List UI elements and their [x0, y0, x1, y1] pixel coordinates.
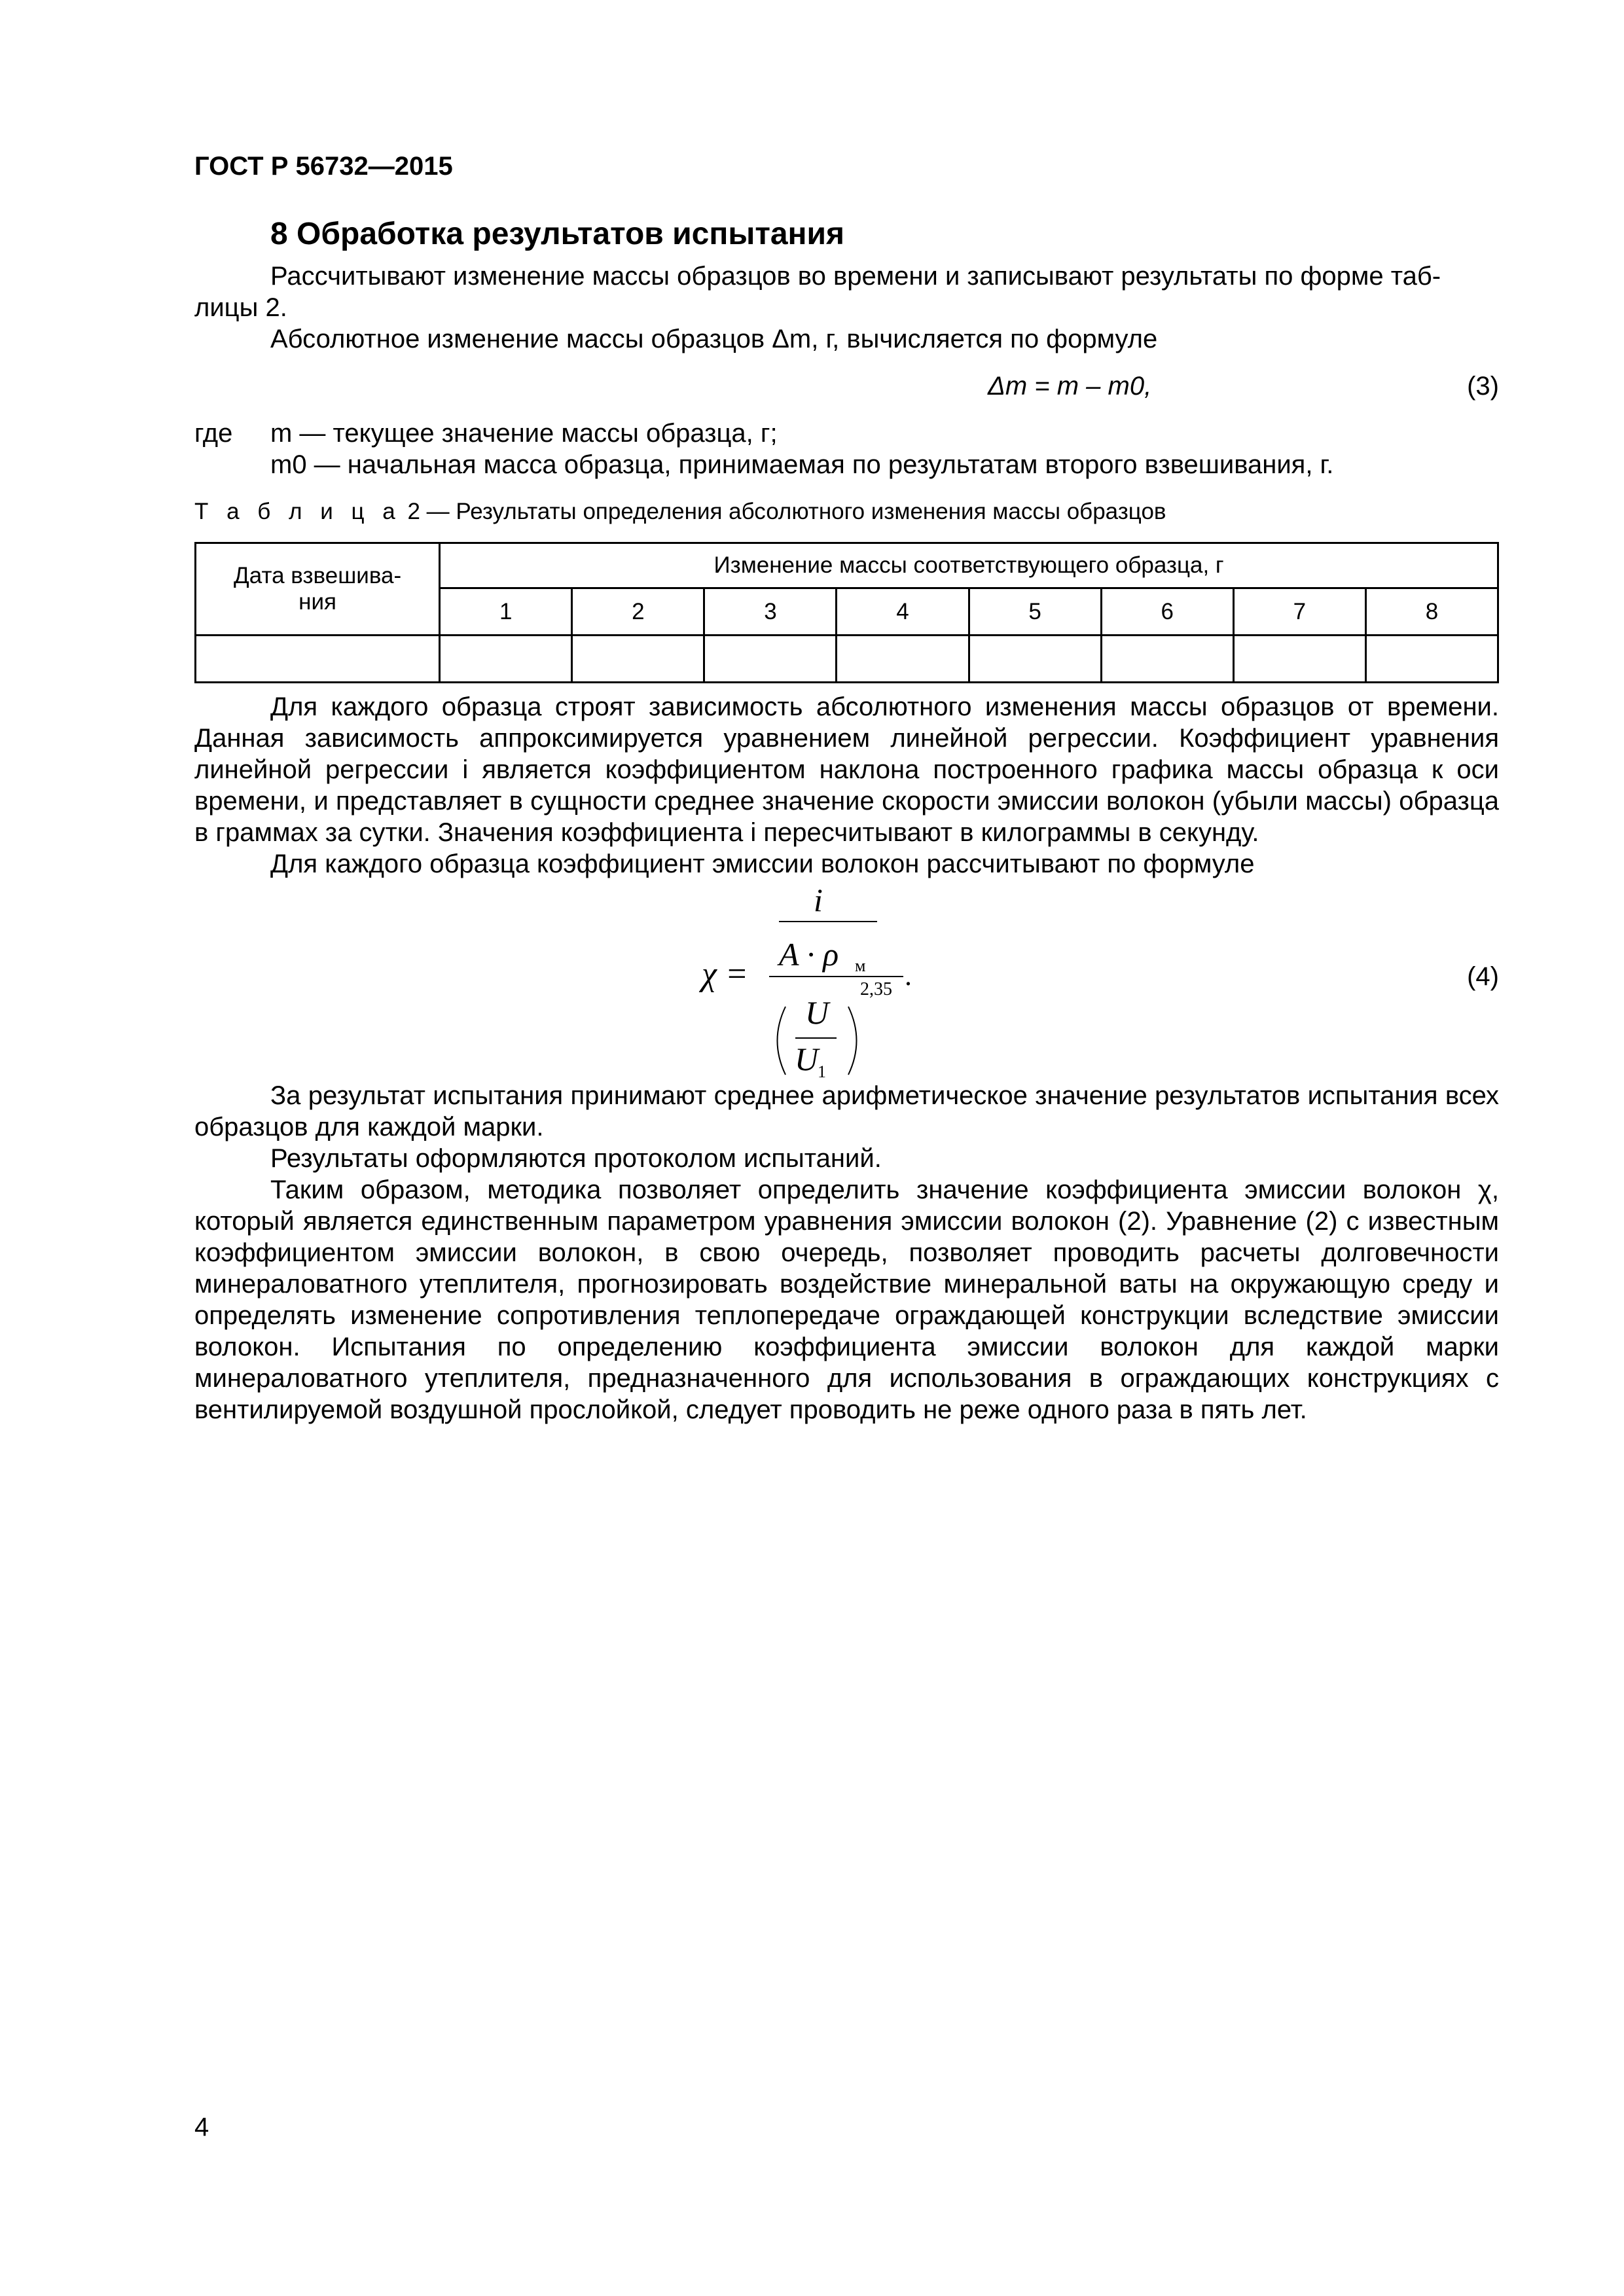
where-label: где: [194, 419, 233, 448]
formula-4-u: U: [805, 994, 829, 1031]
table-header-sample-8: 8: [1365, 588, 1498, 636]
formula-4-exponent: 2,35: [860, 979, 892, 999]
table-cell-sample-6: [1101, 636, 1233, 683]
table-cell-sample-7: [1233, 636, 1365, 683]
table-header-sample-6: 6: [1101, 588, 1233, 636]
table-header-sample-5: 5: [969, 588, 1101, 636]
formula-4-i: i: [814, 884, 823, 918]
formula-4: [687, 884, 949, 1080]
table-header-sample-4: 4: [837, 588, 969, 636]
formula-4-left-paren: [778, 1007, 786, 1075]
paragraph-regression: Для каждого образца строят зависимость абсолютного изменения массы образцов от времени. Данная зависимость аппроксимируется уравнением линейной регрессии. Коэффициент уравнения линейной регрессии i является коэффициентом наклона построенного графика массы образца к оси времени, и представляет в сущности среднее значение скорости эмиссии волокон (убыли массы) образца в граммах за сутки. Значения коэффициента i пересчитывают в килограммы в секунду.: [194, 692, 1499, 847]
table-cell-sample-5: [969, 636, 1101, 683]
formula-4-u1: U: [795, 1041, 819, 1077]
paragraph-formula4-intro: Для каждого образца коэффициент эмиссии волокон рассчитывают по формуле: [270, 850, 1255, 878]
table-caption-text: 2 — Результаты определения абсолютного изменения массы образцов: [407, 499, 1166, 524]
paragraph-intro-line1: Рассчитывают изменение массы образцов во времени и записывают результаты по форме таб-: [270, 262, 1441, 291]
table-cell-sample-4: [837, 636, 969, 683]
table-cell-sample-1: [440, 636, 572, 683]
table-header-sample-3: 3: [704, 588, 837, 636]
table-header-sample-2: 2: [572, 588, 704, 636]
where-item-m0: m0 — начальная масса образца, принимаемая по результатам второго взвешивания, г.: [270, 450, 1334, 479]
section-heading: 8 Обработка результатов испытания: [270, 217, 845, 251]
formula-4-right-paren: [848, 1007, 857, 1075]
paragraph-conclusion: Таким образом, методика позволяет определить значение коэффициента эмиссии волокон χ, который является единственным параметром уравнения эмиссии волокон (2). Уравнение (2) с известным коэффициентом эмиссии волокон, в свою очередь, позволяет проводить расчеты долговечности минераловатного утеплителя, прогнозировать воздействие минеральной ваты на окружающую среду и определять изменение сопротивления теплопередаче ограждающей конструкции вследствие эмиссии волокон. Испытания по определению коэффициента эмиссии волокон для каждой марки минераловатного утеплителя, предназначенного для использования в ограждающих конструкциях с вентилируемой воздушной прослойкой, следует проводить не реже одного раза в пять лет.: [194, 1175, 1499, 1424]
table-caption-word: Т а б л и ц а: [194, 499, 401, 524]
table-header-sample-7: 7: [1233, 588, 1365, 636]
table-caption: [194, 499, 1166, 525]
table-header-mass-change: Изменение массы соответствующего образца, г: [440, 543, 1498, 588]
table-cell-date: [196, 636, 440, 683]
formula-4-number: (4): [1467, 962, 1499, 991]
formula-4-chi: χ =: [702, 956, 748, 993]
paragraph-formula3-intro: Абсолютное изменение массы образцов Δm, г, вычисляется по формуле: [270, 325, 1158, 353]
paragraph-average-result: За результат испытания принимают среднее арифметическое значение результатов испытания всех образцов для каждой марки.: [194, 1081, 1499, 1141]
table-header-date: Дата взвешива- ния: [196, 543, 440, 636]
formula-4-period: .: [905, 960, 912, 992]
formula-4-rho-sub: м: [855, 956, 866, 975]
formula-4-a-rho: A · ρ: [779, 936, 839, 973]
paragraph-intro-line2: лицы 2.: [194, 293, 287, 322]
results-table: [194, 542, 1499, 683]
document-header: ГОСТ Р 56732—2015: [194, 152, 453, 181]
table-cell-sample-2: [572, 636, 704, 683]
formula-3-expression: Δm = m – m0,: [988, 372, 1152, 401]
paragraph-protocol: Результаты оформляются протоколом испытаний.: [270, 1144, 882, 1173]
page-number: 4: [194, 2113, 209, 2142]
table-cell-sample-8: [1365, 636, 1498, 683]
formula-4-u1-sub: 1: [818, 1062, 826, 1080]
table-header-sample-1: 1: [440, 588, 572, 636]
where-item-m: m — текущее значение массы образца, г;: [270, 419, 778, 448]
table-cell-sample-3: [704, 636, 837, 683]
formula-3-number: (3): [1467, 372, 1499, 401]
